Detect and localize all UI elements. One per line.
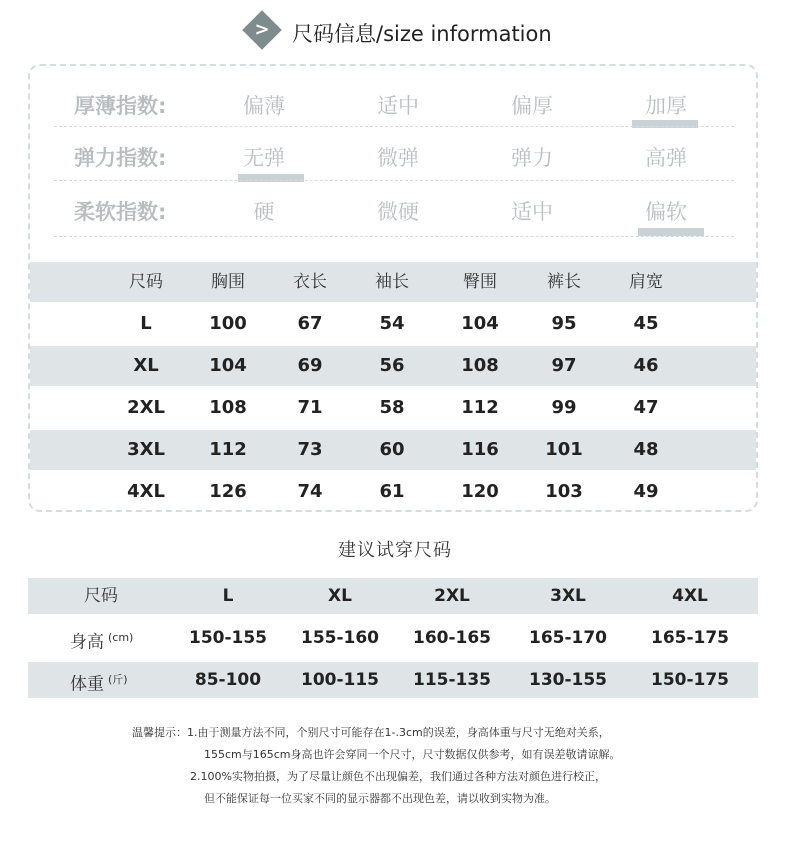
index-option: 微弹 <box>377 146 419 170</box>
index-option-selected: 无弹 <box>243 146 285 170</box>
table-cell: 130-155 <box>528 670 608 690</box>
table-cell: 112 <box>209 439 247 460</box>
softness-index-label: 柔软指数: <box>74 200 167 224</box>
table-cell: 45 <box>633 313 659 334</box>
column-header: 尺码 <box>129 272 163 292</box>
recommendation-header-row <box>28 578 758 614</box>
table-cell: 116 <box>461 439 499 460</box>
table-cell: 48 <box>633 439 659 460</box>
table-cell: 47 <box>633 397 659 418</box>
column-header: 肩宽 <box>629 272 663 292</box>
table-cell: 165-170 <box>528 628 608 648</box>
thickness-index-row <box>0 80 790 132</box>
table-cell: 97 <box>551 355 577 376</box>
table-cell: 74 <box>297 481 323 502</box>
weight-unit: (斤) <box>108 673 128 686</box>
table-cell: 115-135 <box>412 670 492 690</box>
table-cell: 160-165 <box>412 628 492 648</box>
row-label: 尺码 <box>84 586 118 606</box>
table-cell: XL <box>133 355 159 376</box>
note-line: 155cm与165cm身高也许会穿同一个尺寸，尺寸数据仅供参考，如有误差敬请谅解。 <box>204 748 621 761</box>
table-cell: L <box>140 313 152 334</box>
table-cell: 2XL <box>127 397 165 418</box>
table-cell: 100-115 <box>300 670 380 690</box>
table-cell: 150-155 <box>188 628 268 648</box>
column-header: 裤长 <box>547 272 581 292</box>
section-title: 尺码信息/size information <box>292 22 552 46</box>
table-row <box>30 346 756 386</box>
column-header: 衣长 <box>293 272 327 292</box>
selected-underline <box>638 228 704 236</box>
index-option-selected: 偏软 <box>645 200 687 224</box>
index-option-selected: 加厚 <box>645 94 687 118</box>
table-cell: 4XL <box>127 481 165 502</box>
index-option: 偏薄 <box>243 94 285 118</box>
table-cell: 3XL <box>127 439 165 460</box>
table-cell: 61 <box>379 481 405 502</box>
recommendation-weight-row <box>28 662 758 698</box>
note-line: 2.100%实物拍摄，为了尽量让颜色不出现偏差，我们通过各种方法对颜色进行校正， <box>190 770 606 783</box>
index-option: 偏厚 <box>511 94 553 118</box>
table-cell: 73 <box>297 439 323 460</box>
table-cell: 104 <box>461 313 499 334</box>
column-header: 臀围 <box>463 272 497 292</box>
size-header: 4XL <box>672 586 708 606</box>
divider <box>54 180 734 181</box>
table-cell: 104 <box>209 355 247 376</box>
index-option: 弹力 <box>511 146 553 170</box>
table-cell: 67 <box>297 313 323 334</box>
thickness-index-label: 厚薄指数: <box>74 94 167 118</box>
table-row <box>30 304 756 344</box>
section-header <box>0 12 790 56</box>
table-cell: 150-175 <box>650 670 730 690</box>
table-cell: 46 <box>633 355 659 376</box>
size-table-header <box>30 262 756 302</box>
index-option: 适中 <box>511 200 553 224</box>
table-cell: 108 <box>209 397 247 418</box>
weight-label: 体重 <box>70 674 104 695</box>
table-cell: 108 <box>461 355 499 376</box>
recommendation-title: 建议试穿尺码 <box>338 540 452 561</box>
index-option: 微硬 <box>377 200 419 224</box>
table-cell: 120 <box>461 481 499 502</box>
table-cell: 155-160 <box>300 628 380 648</box>
height-unit: (cm) <box>108 631 134 644</box>
table-cell: 85-100 <box>194 670 262 690</box>
row-label <box>70 620 133 656</box>
table-cell: 112 <box>461 397 499 418</box>
divider <box>54 236 734 237</box>
table-cell: 100 <box>209 313 247 334</box>
table-cell: 69 <box>297 355 323 376</box>
index-option: 硬 <box>253 200 275 224</box>
column-header: 袖长 <box>375 272 409 292</box>
column-header: 胸围 <box>211 272 245 292</box>
size-header: 3XL <box>550 586 586 606</box>
size-header: L <box>222 586 234 606</box>
table-cell: 165-175 <box>650 628 730 648</box>
elasticity-index-row <box>0 132 790 184</box>
table-cell: 95 <box>551 313 577 334</box>
row-label <box>70 662 128 698</box>
index-option: 适中 <box>377 94 419 118</box>
table-row <box>30 388 756 428</box>
table-cell: 49 <box>633 481 659 502</box>
recommendation-height-row <box>28 620 758 656</box>
chevron-right-icon: > <box>254 19 270 40</box>
table-cell: 71 <box>297 397 323 418</box>
table-cell: 56 <box>379 355 405 376</box>
table-cell: 126 <box>209 481 247 502</box>
height-label: 身高 <box>70 632 104 653</box>
table-row <box>30 430 756 470</box>
note-line: 温馨提示：1.由于测量方法不同，个别尺寸可能存在1-.3cm的误差，身高体重与尺寸无绝对关系， <box>132 726 610 739</box>
table-cell: 101 <box>545 439 583 460</box>
elasticity-index-label: 弹力指数: <box>74 146 167 170</box>
table-cell: 99 <box>551 397 577 418</box>
size-header: 2XL <box>434 586 470 606</box>
table-cell: 58 <box>379 397 405 418</box>
table-cell: 103 <box>545 481 583 502</box>
table-row <box>30 472 756 512</box>
softness-index-row <box>0 186 790 238</box>
index-option: 高弹 <box>645 146 687 170</box>
table-cell: 60 <box>379 439 405 460</box>
note-line: 但不能保证每一位买家不同的显示器都不出现色差，请以收到实物为准。 <box>204 792 556 805</box>
divider <box>54 126 734 127</box>
table-cell: 54 <box>379 313 405 334</box>
size-header: XL <box>328 586 352 606</box>
